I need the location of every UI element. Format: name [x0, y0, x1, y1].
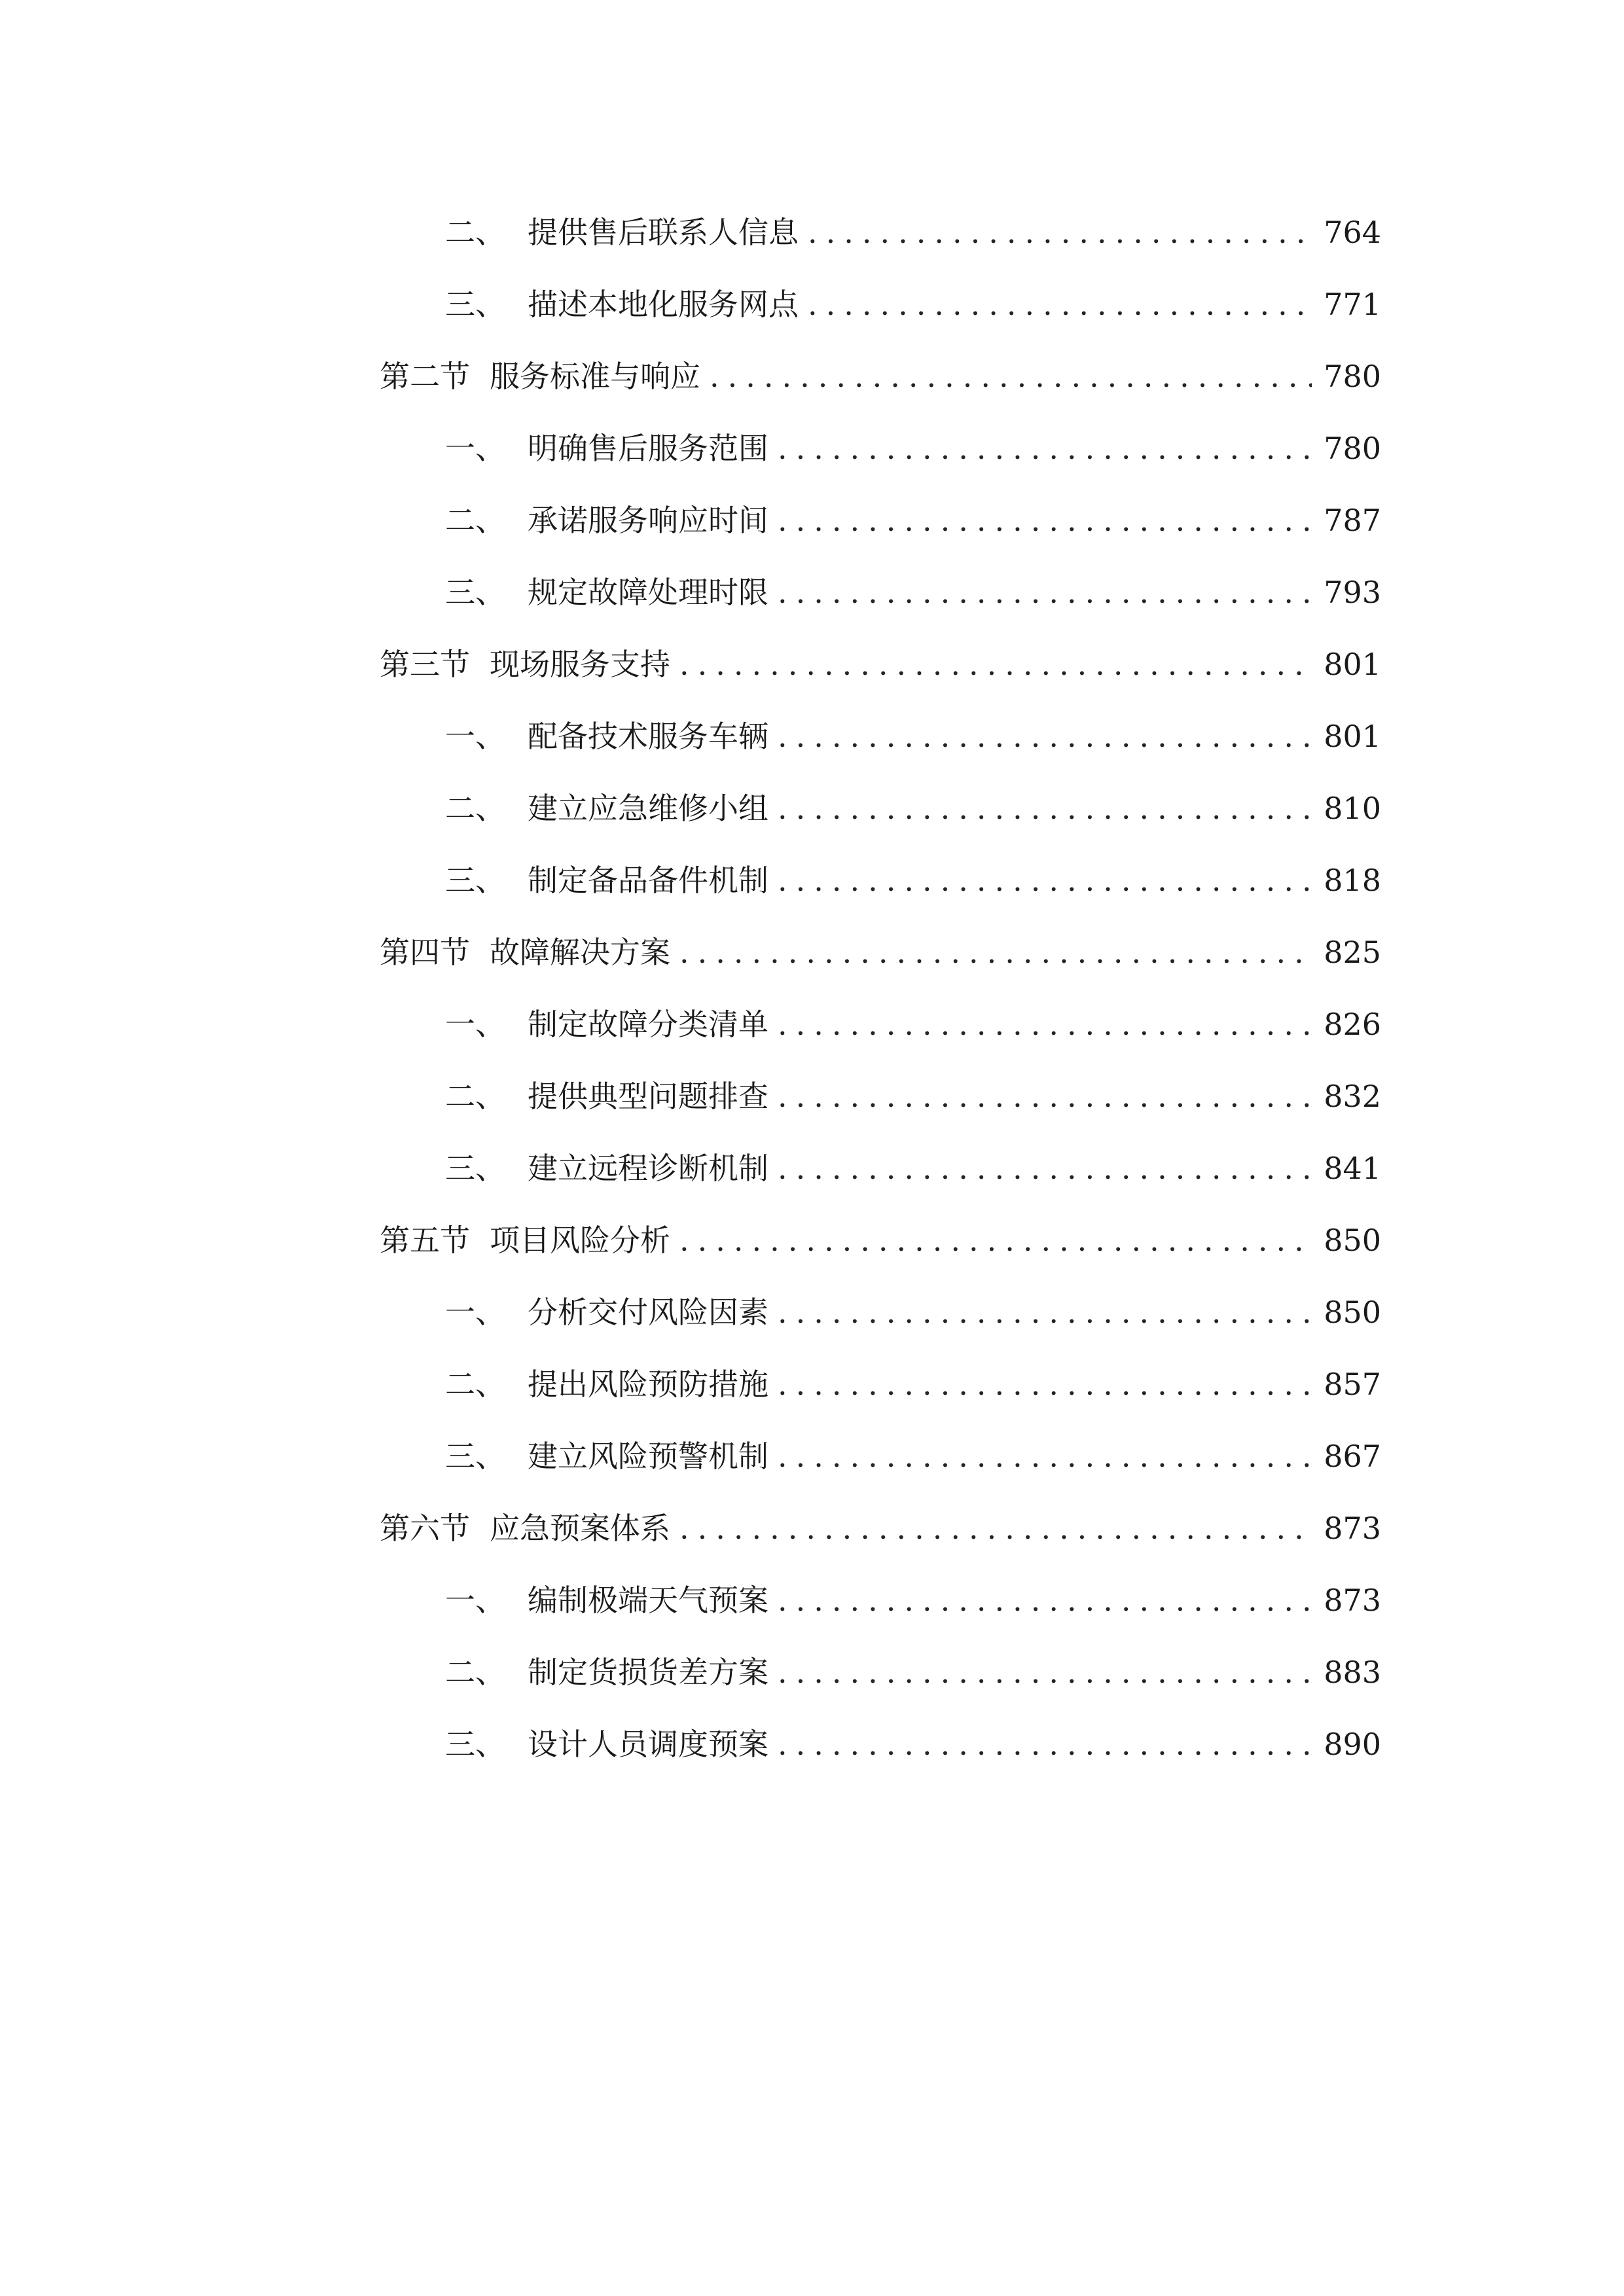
toc-entry-title: 设计人员调度预案	[528, 1727, 768, 1762]
toc-entry-number: 二、	[445, 215, 505, 250]
toc-entry-number: 三、	[445, 287, 505, 322]
toc-entry[interactable]	[380, 412, 1381, 484]
toc-entry-title: 配备技术服务车辆	[528, 719, 768, 754]
toc-entry-number: 二、	[445, 1655, 505, 1690]
toc-entry-page: 890	[1324, 1727, 1381, 1762]
toc-entry-number: 三、	[445, 1727, 505, 1762]
toc-entry[interactable]	[380, 700, 1381, 772]
toc-entry-number: 一、	[445, 1583, 505, 1618]
toc-entry-number: 一、	[445, 719, 505, 754]
dot-leader	[778, 1636, 1312, 1708]
toc-entry[interactable]	[380, 772, 1381, 844]
toc-section-number: 第三节	[380, 647, 470, 682]
toc-section-page: 780	[1324, 359, 1381, 394]
dot-leader	[808, 268, 1312, 340]
dot-leader	[710, 340, 1312, 412]
toc-entry-title: 描述本地化服务网点	[528, 287, 799, 322]
toc-entry-title: 制定故障分类清单	[528, 1007, 768, 1042]
toc-entry-title: 提出风险预防措施	[528, 1367, 768, 1402]
toc-section-number: 第六节	[380, 1511, 470, 1546]
toc-entry-title: 制定货损货差方案	[528, 1655, 768, 1690]
toc-entry-title: 规定故障处理时限	[528, 575, 768, 610]
toc-entry-title: 承诺服务响应时间	[528, 503, 768, 538]
toc-entry-page: 818	[1324, 863, 1381, 898]
toc-entry[interactable]	[380, 988, 1381, 1060]
dot-leader	[778, 844, 1312, 916]
toc-section-number: 第五节	[380, 1223, 470, 1258]
toc-entry-page: 873	[1324, 1583, 1381, 1618]
toc-entry[interactable]	[380, 484, 1381, 556]
toc-entry-page: 841	[1324, 1151, 1381, 1186]
toc-entry-title: 分析交付风险因素	[528, 1295, 768, 1330]
dot-leader	[778, 988, 1312, 1060]
dot-leader	[808, 196, 1312, 268]
toc-entry-number: 一、	[445, 431, 505, 466]
toc-entry[interactable]	[380, 1708, 1381, 1780]
toc-entry[interactable]	[380, 1276, 1381, 1348]
toc-section-page: 873	[1324, 1511, 1381, 1546]
dot-leader	[778, 1708, 1312, 1780]
toc-section-title: 服务标准与响应	[490, 359, 700, 394]
toc-entry-title: 建立应急维修小组	[528, 791, 768, 826]
toc-entry[interactable]	[380, 196, 1381, 268]
toc-entry-page: 883	[1324, 1655, 1381, 1690]
dot-leader	[778, 1132, 1312, 1204]
toc-entry[interactable]	[380, 844, 1381, 916]
toc-entry-page: 810	[1324, 791, 1381, 826]
dot-leader	[778, 484, 1312, 556]
toc-entry[interactable]	[380, 1564, 1381, 1636]
dot-leader	[679, 1204, 1312, 1276]
toc-entry-page: 857	[1324, 1367, 1381, 1402]
toc-section[interactable]	[380, 1492, 1381, 1564]
toc-entry[interactable]	[380, 556, 1381, 628]
toc-entry-number: 三、	[445, 1439, 505, 1474]
toc-section-number: 第四节	[380, 935, 470, 970]
toc-entry[interactable]	[380, 1420, 1381, 1492]
dot-leader	[778, 700, 1312, 772]
dot-leader	[778, 556, 1312, 628]
toc-section[interactable]	[380, 1204, 1381, 1276]
dot-leader	[778, 772, 1312, 844]
toc-entry-title: 建立风险预警机制	[528, 1439, 768, 1474]
toc-entry-title: 提供典型问题排查	[528, 1079, 768, 1114]
toc-entry-page: 787	[1324, 503, 1381, 538]
toc-entry-number: 二、	[445, 503, 505, 538]
toc-entry-title: 明确售后服务范围	[528, 431, 768, 466]
toc-entry[interactable]	[380, 1060, 1381, 1132]
toc-entry-page: 793	[1324, 575, 1381, 610]
toc-section-number: 第二节	[380, 359, 470, 394]
dot-leader	[778, 1348, 1312, 1420]
toc-entry[interactable]	[380, 1132, 1381, 1204]
toc-entry[interactable]	[380, 1348, 1381, 1420]
toc-entry-number: 三、	[445, 575, 505, 610]
toc-entry-page: 771	[1324, 287, 1381, 322]
dot-leader	[679, 916, 1312, 988]
toc-section-title: 项目风险分析	[490, 1223, 670, 1258]
toc-section-page: 850	[1324, 1223, 1381, 1258]
toc-entry-number: 一、	[445, 1295, 505, 1330]
toc-entry-page: 826	[1324, 1007, 1381, 1042]
toc-entry-page: 850	[1324, 1295, 1381, 1330]
toc-entry[interactable]	[380, 1636, 1381, 1708]
toc-section-title: 应急预案体系	[490, 1511, 670, 1546]
toc-section[interactable]	[380, 628, 1381, 700]
toc-entry-number: 三、	[445, 863, 505, 898]
toc-section[interactable]	[380, 916, 1381, 988]
toc-entry-number: 二、	[445, 791, 505, 826]
toc-entry-number: 一、	[445, 1007, 505, 1042]
toc-entry-number: 三、	[445, 1151, 505, 1186]
dot-leader	[778, 1420, 1312, 1492]
toc-section[interactable]	[380, 340, 1381, 412]
toc-entry-page: 764	[1324, 215, 1381, 250]
toc-section-title: 现场服务支持	[490, 647, 670, 682]
toc-entry-title: 制定备品备件机制	[528, 863, 768, 898]
toc-section-page: 801	[1324, 647, 1381, 682]
toc-section-title: 故障解决方案	[490, 935, 670, 970]
dot-leader	[778, 1276, 1312, 1348]
dot-leader	[679, 628, 1312, 700]
dot-leader	[778, 1060, 1312, 1132]
toc-entry[interactable]	[380, 268, 1381, 340]
toc-entry-page: 832	[1324, 1079, 1381, 1114]
toc-entry-page: 867	[1324, 1439, 1381, 1474]
toc-entry-page: 801	[1324, 719, 1381, 754]
toc-section-page: 825	[1324, 935, 1381, 970]
toc-entry-title: 建立远程诊断机制	[528, 1151, 768, 1186]
dot-leader	[679, 1492, 1312, 1564]
dot-leader	[778, 412, 1312, 484]
toc-entry-title: 提供售后联系人信息	[528, 215, 799, 250]
table-of-contents	[380, 196, 1381, 1780]
toc-entry-number: 二、	[445, 1367, 505, 1402]
toc-entry-title: 编制极端天气预案	[528, 1583, 768, 1618]
toc-entry-page: 780	[1324, 431, 1381, 466]
dot-leader	[778, 1564, 1312, 1636]
toc-entry-number: 二、	[445, 1079, 505, 1114]
